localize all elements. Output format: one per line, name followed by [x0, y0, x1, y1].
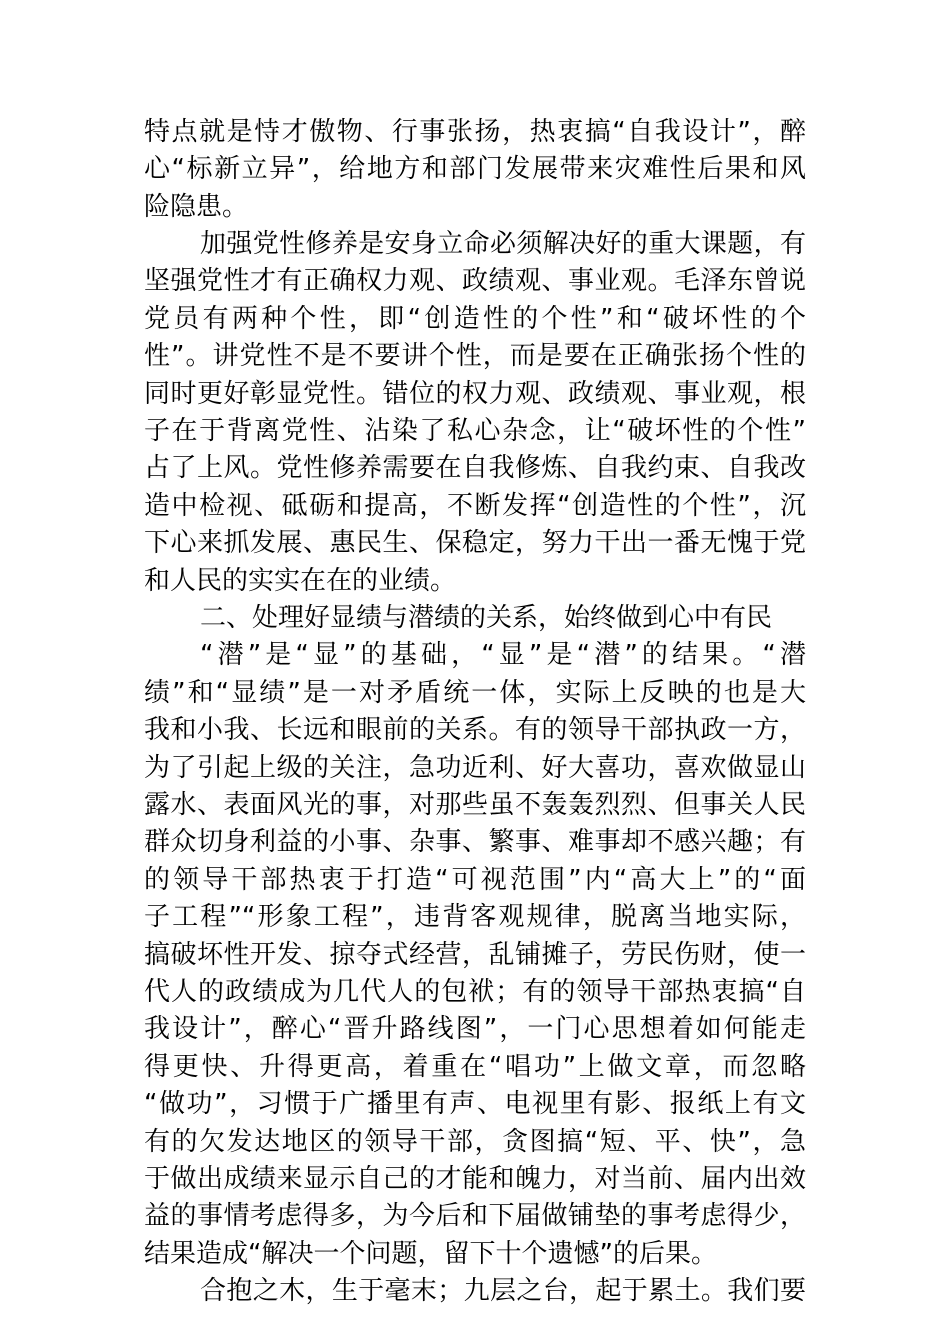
- text-line: 我设计”，醉心“晋升路线图”，一门心思想着如何能走: [144, 1014, 806, 1044]
- text-line: 险隐患。: [144, 192, 249, 222]
- text-line: 益的事情考虑得多，为今后和下届做铺垫的事考虑得少，: [144, 1201, 806, 1231]
- paragraph-first-line: “潜”是“显”的基础，“显”是“潜”的结果。“潜: [200, 640, 806, 670]
- text-line: 造中检视、砥砺和提高，不断发挥“创造性的个性”，沉: [144, 491, 806, 521]
- paragraph-first-line: 合抱之木，生于毫末；九层之台，起于累土。我们要: [200, 1276, 806, 1306]
- text-line: 同时更好彰显党性。错位的权力观、政绩观、事业观，根: [144, 379, 806, 409]
- text-line: 群众切身利益的小事、杂事、繁事、难事却不感兴趣；有: [144, 827, 806, 857]
- text-line: 下心来抓发展、惠民生、保稳定，努力干出一番无愧于党: [144, 528, 806, 558]
- section-heading: 二、处理好显绩与潜绩的关系，始终做到心中有民: [200, 603, 773, 633]
- text-line: 露水、表面风光的事，对那些虽不轰轰烈烈、但事关人民: [144, 790, 806, 820]
- text-line: 的领导干部热衷于打造“可视范围”内“高大上”的“面: [144, 865, 806, 895]
- text-line: 党员有两种个性，即“创造性的个性”和“破坏性的个: [144, 304, 806, 334]
- text-line: 子在于背离党性、沾染了私心杂念，让“破坏性的个性”: [144, 416, 806, 446]
- document-page: [144, 112, 806, 1312]
- text-line: 为了引起上级的关注，急功近利、好大喜功，喜欢做显山: [144, 753, 806, 783]
- text-line: 代人的政绩成为几代人的包袱；有的领导干部热衷搞“自: [144, 977, 806, 1007]
- text-line: 我和小我、长远和眼前的关系。有的领导干部执政一方，: [144, 715, 806, 745]
- text-line: 有的欠发达地区的领导干部，贪图搞“短、平、快”，急: [144, 1127, 806, 1157]
- text-line: 结果造成“解决一个问题，留下十个遗憾”的后果。: [144, 1239, 717, 1269]
- paragraph-first-line: 加强党性修养是安身立命必须解决好的重大课题，有: [200, 229, 806, 259]
- text-line: 绩”和“显绩”是一对矛盾统一体，实际上反映的也是大: [144, 678, 806, 708]
- text-line: 和人民的实实在在的业绩。: [144, 566, 457, 596]
- text-line: 占了上风。党性修养需要在自我修炼、自我约束、自我改: [144, 453, 806, 483]
- text-line: 坚强党性才有正确权力观、政绩观、事业观。毛泽东曾说: [144, 266, 806, 296]
- text-line: 得更快、升得更高，着重在“唱功”上做文章，而忽略: [144, 1052, 806, 1082]
- text-line: 于做出成绩来显示自己的才能和魄力，对当前、届内出效: [144, 1164, 806, 1194]
- text-line: 搞破坏性开发、掠夺式经营，乱铺摊子，劳民伤财，使一: [144, 940, 806, 970]
- text-line: 心“标新立异”，给地方和部门发展带来灾难性后果和风: [144, 154, 806, 184]
- text-line: 子工程”“形象工程”，违背客观规律，脱离当地实际，: [144, 902, 806, 932]
- text-line: “做功”，习惯于广播里有声、电视里有影、报纸上有文: [144, 1089, 806, 1119]
- text-line: 特点就是恃才傲物、行事张扬，热衷搞“自我设计”，醉: [144, 117, 806, 147]
- text-line: 性”。讲党性不是不要讲个性，而是要在正确张扬个性的: [144, 341, 806, 371]
